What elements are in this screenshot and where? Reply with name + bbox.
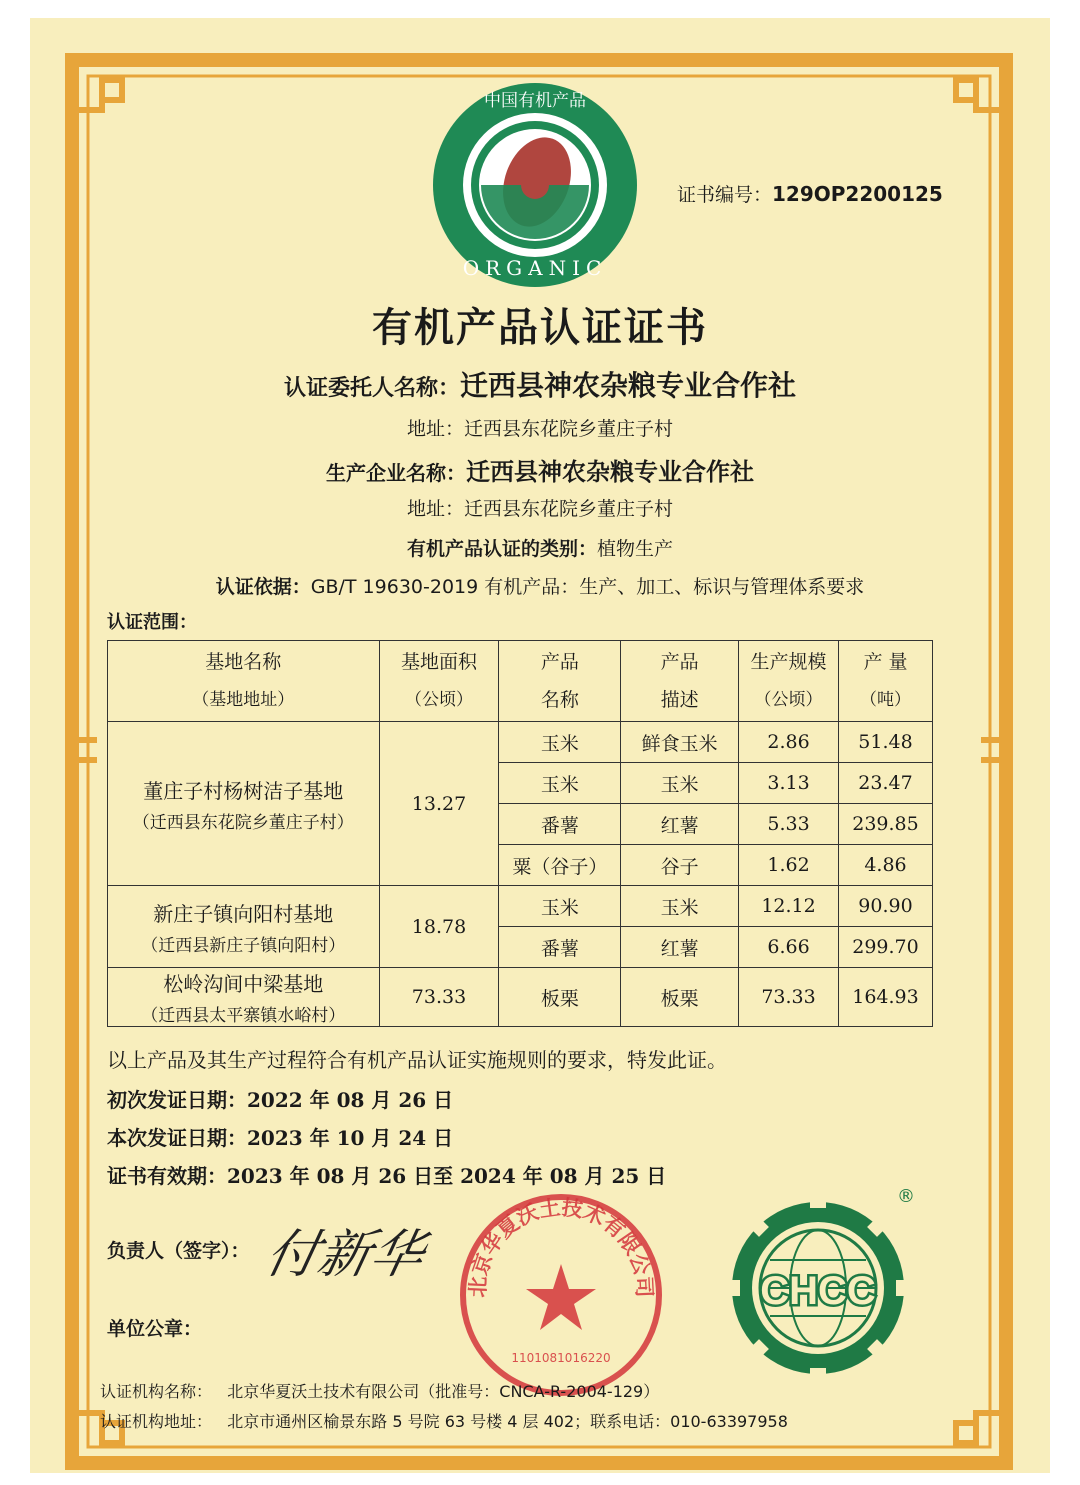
validity-line (107, 1160, 666, 1189)
table-header-row (108, 641, 933, 722)
category-value: 植物生产 (597, 538, 674, 560)
header-base: 基地名称 （基地地址） (108, 641, 380, 722)
cell-output: 164.93 (839, 968, 933, 1027)
base-cell (108, 968, 380, 1027)
cell-desc: 谷子 (621, 845, 739, 886)
cell-output: 4.86 (839, 845, 933, 886)
logo-ring-en: ORGANIC (462, 256, 608, 280)
table-row (108, 722, 933, 763)
cell-product: 番薯 (499, 927, 621, 968)
cell-scale: 1.62 (739, 845, 839, 886)
cell-scale: 73.33 (739, 968, 839, 1027)
base-area: 13.27 (379, 722, 499, 886)
validity-value: 2023 年 08 月 26 日至 2024 年 08 月 25 日 (227, 1164, 667, 1188)
chcc-logo-icon (718, 1184, 918, 1384)
header-output: 产 量 （吨） (839, 641, 933, 722)
producer-name: 迁西县神农杂粮专业合作社 (466, 458, 754, 486)
table-body (108, 722, 933, 1027)
cell-product: 粟（谷子） (499, 845, 621, 886)
company-seal-icon (458, 1192, 664, 1398)
client-address: 地址：迁西县东花院乡董庄子村 (406, 418, 673, 440)
scope-table (107, 640, 933, 1027)
svg-text:北京华夏沃土技术有限公司: 北京华夏沃土技术有限公司 (465, 1195, 657, 1298)
org-name-line (100, 1379, 659, 1402)
org-addr-line (100, 1409, 788, 1432)
header-desc: 产品 描述 (621, 641, 739, 722)
signer-label: 负责人（签字）： (107, 1240, 250, 1262)
cell-output: 299.70 (839, 927, 933, 968)
base-name: 松岭沟间中梁基地 (163, 972, 324, 996)
cell-product: 番薯 (499, 804, 621, 845)
base-address: （迁西县新庄子镇向阳村） (141, 935, 346, 956)
this-issue-date: 2023 年 10 月 24 日 (247, 1126, 454, 1150)
base-address: （迁西县太平寨镇水峪村） (141, 1006, 346, 1026)
validity-label: 证书有效期： (107, 1164, 227, 1188)
page-title: 有机产品认证证书 (372, 305, 708, 351)
producer-line (0, 452, 1080, 487)
cell-scale: 6.66 (739, 927, 839, 968)
basis-label: 认证依据： (215, 576, 311, 598)
client-line (0, 364, 1080, 404)
category-label: 有机产品认证的类别： (406, 538, 597, 560)
base-cell (108, 886, 380, 968)
category-line (0, 534, 1080, 561)
svg-text:CHCC: CHCC (760, 1269, 876, 1313)
signature: 付新华 (260, 1225, 430, 1285)
cell-desc: 玉米 (621, 763, 739, 804)
org-name-label: 认证机构名称： (100, 1382, 213, 1401)
cert-no-label: 证书编号： (677, 184, 773, 206)
base-cell (108, 722, 380, 886)
table-row (108, 968, 933, 1027)
org-name-value: 北京华夏沃土技术有限公司（批准号：CNCA-R-2004-129） (227, 1382, 660, 1401)
cell-product: 玉米 (499, 722, 621, 763)
first-issue-line (107, 1084, 453, 1113)
cell-scale: 3.13 (739, 763, 839, 804)
this-issue-label: 本次发证日期： (107, 1126, 247, 1150)
org-addr-label: 认证机构地址： (100, 1412, 213, 1431)
basis-value: GB/T 19630-2019 有机产品：生产、加工、标识与管理体系要求 (310, 576, 865, 598)
svg-text:1101081016220: 1101081016220 (511, 1351, 611, 1365)
cell-desc: 红薯 (621, 927, 739, 968)
org-addr-value: 北京市通州区榆景东路 5 号院 63 号楼 4 层 402；联系电话：010-63397958 (227, 1412, 788, 1431)
logo-ring-text: 中国有机产品 (484, 91, 586, 111)
table-row (108, 886, 933, 927)
svg-text:®: ® (897, 1186, 915, 1207)
base-area: 18.78 (379, 886, 499, 968)
basis-line (0, 572, 1080, 599)
cell-output: 23.47 (839, 763, 933, 804)
cell-product: 板栗 (499, 968, 621, 1027)
client-name: 迁西县神农杂粮专业合作社 (460, 369, 797, 402)
client-label: 认证委托人名称： (283, 376, 460, 401)
header-area: 基地面积 （公顷） (379, 641, 499, 722)
base-name: 董庄子村杨树洁子基地 (143, 778, 344, 803)
certificate-number (677, 180, 943, 207)
producer-address: 地址：迁西县东花院乡董庄子村 (406, 498, 673, 520)
base-name: 新庄子镇向阳村基地 (153, 901, 334, 926)
cell-output: 51.48 (839, 722, 933, 763)
base-address: （迁西县东花院乡董庄子村） (132, 812, 354, 833)
cell-output: 90.90 (839, 886, 933, 927)
cell-desc: 板栗 (621, 968, 739, 1027)
producer-label: 生产企业名称： (326, 461, 466, 485)
cell-desc: 鲜食玉米 (621, 722, 739, 763)
cert-no-value: 129OP2200125 (772, 182, 943, 206)
cell-output: 239.85 (839, 804, 933, 845)
cell-desc: 红薯 (621, 804, 739, 845)
scope-label: 认证范围： (107, 612, 197, 633)
cell-product: 玉米 (499, 886, 621, 927)
header-product: 产品 名称 (499, 641, 621, 722)
base-area: 73.33 (379, 968, 499, 1027)
cell-scale: 12.12 (739, 886, 839, 927)
first-issue-label: 初次发证日期： (107, 1088, 247, 1112)
organic-logo-icon (425, 80, 645, 290)
cell-scale: 5.33 (739, 804, 839, 845)
cell-product: 玉米 (499, 763, 621, 804)
cell-scale: 2.86 (739, 722, 839, 763)
cell-desc: 玉米 (621, 886, 739, 927)
header-scale: 生产规模 （公顷） (739, 641, 839, 722)
seal-label: 单位公章： (107, 1318, 203, 1340)
first-issue-date: 2022 年 08 月 26 日 (247, 1088, 454, 1112)
statement: 以上产品及其生产过程符合有机产品认证实施规则的要求，特发此证。 (107, 1048, 727, 1072)
this-issue-line (107, 1122, 453, 1151)
